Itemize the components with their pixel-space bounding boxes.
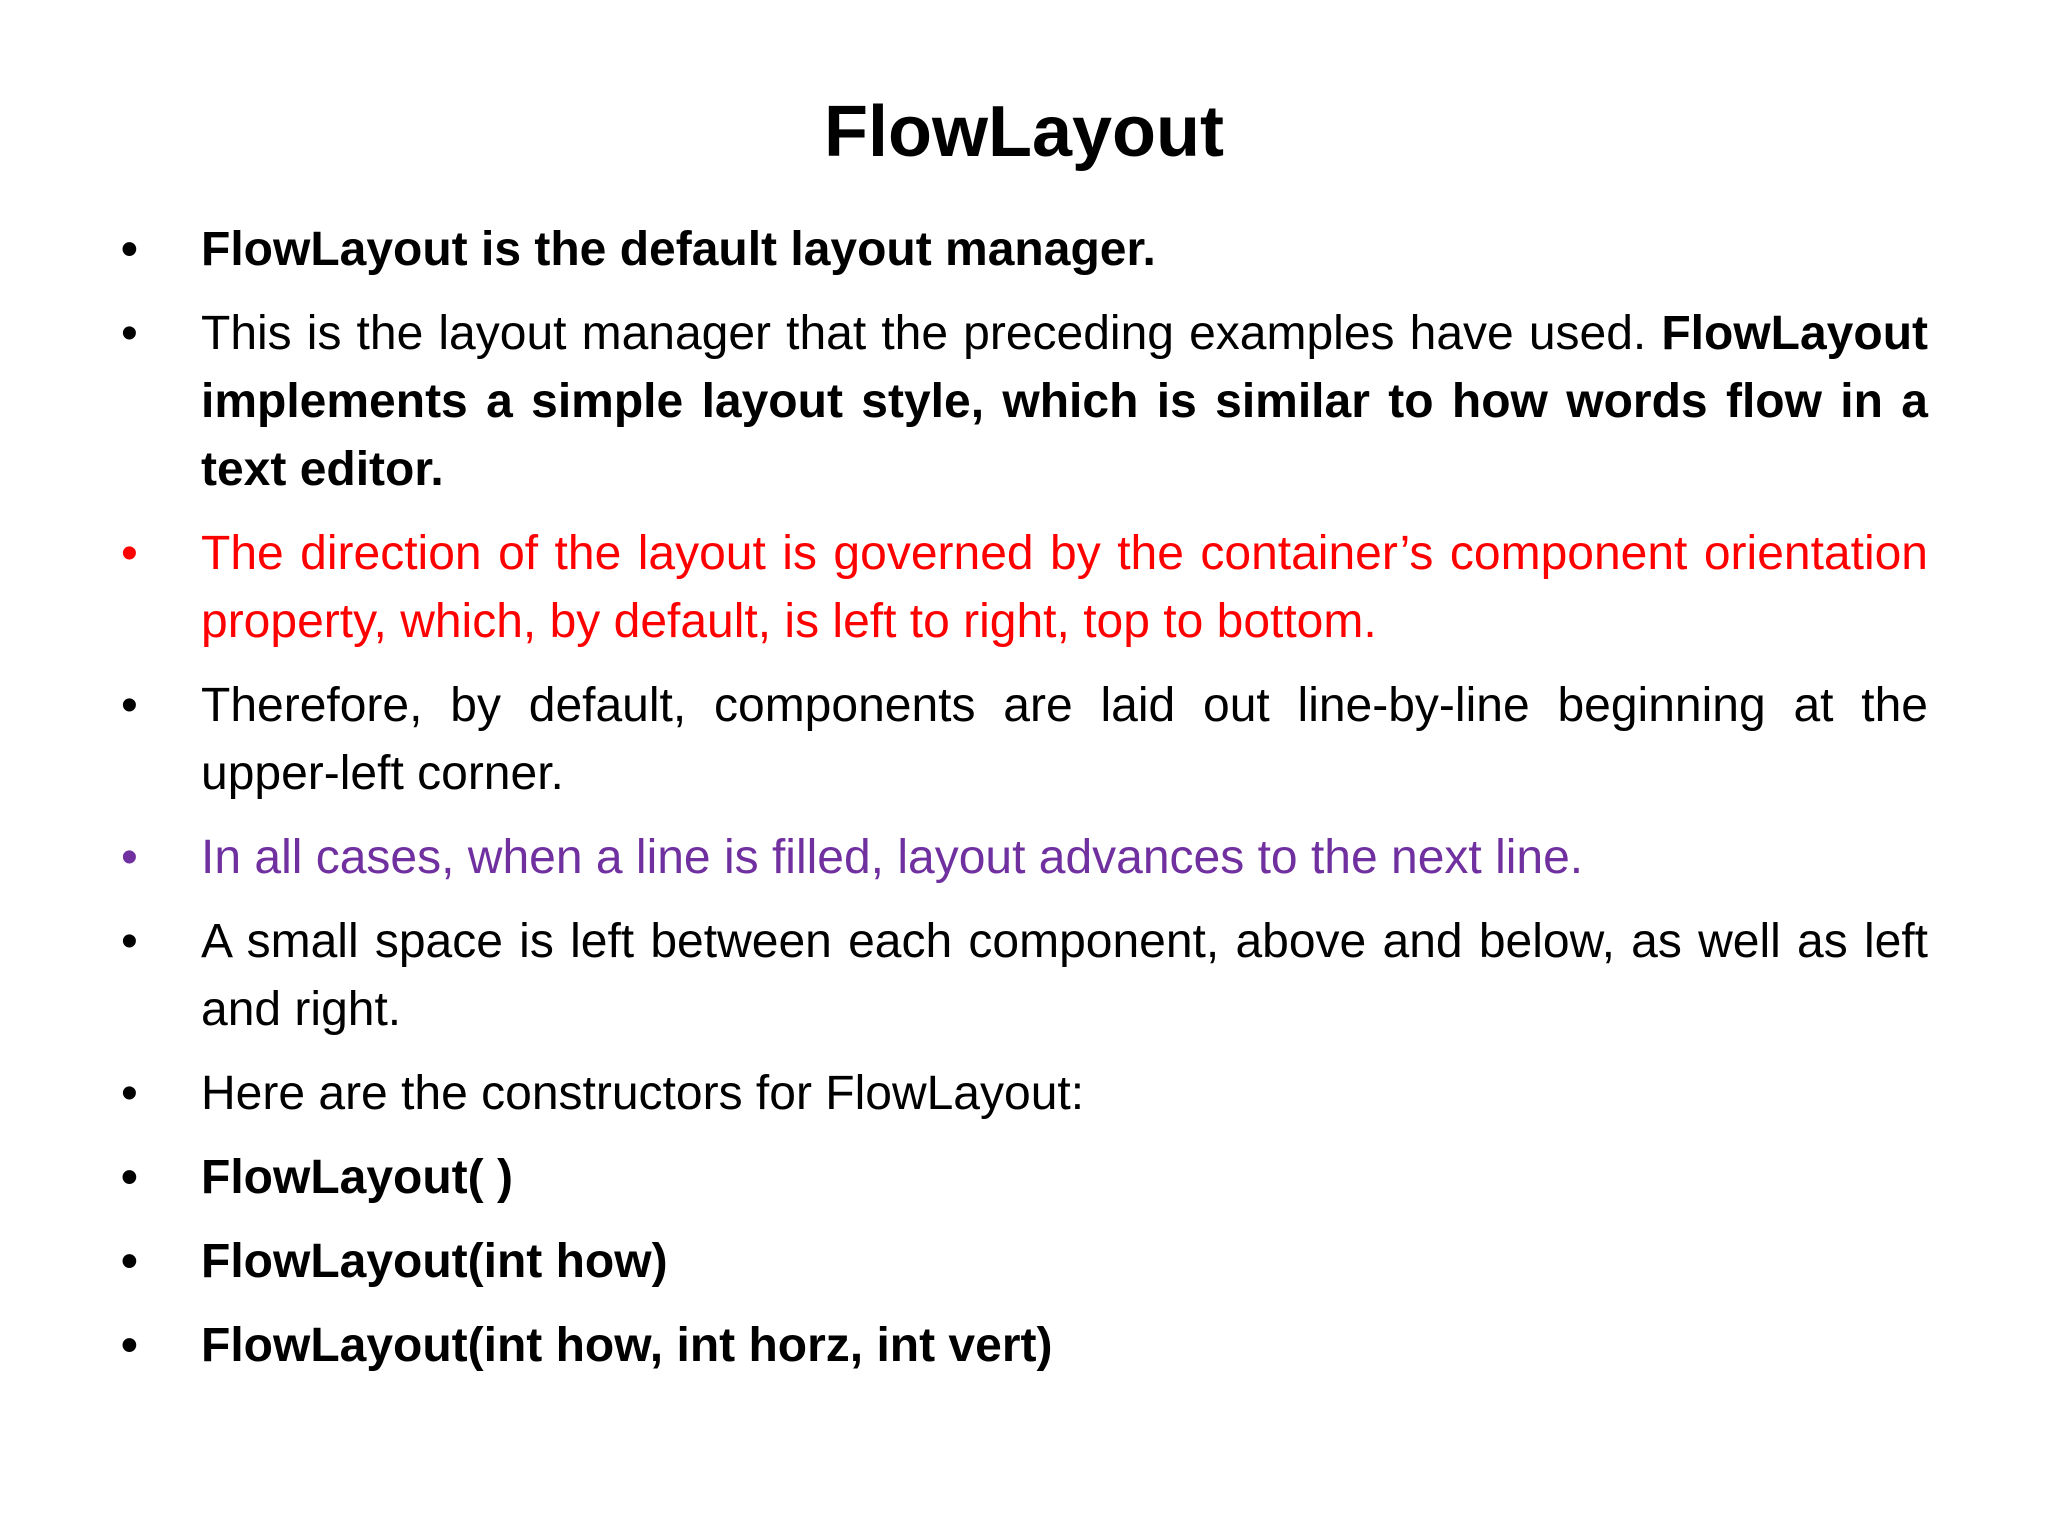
bullet-text: This is the layout manager that the preceding examples have used.: [201, 307, 1662, 360]
bullet-item-constructors-intro: [121, 1060, 1928, 1128]
bullet-dot-icon: •: [121, 831, 138, 884]
bullet-dot-icon: •: [121, 527, 138, 580]
bullet-item-small-space: [121, 908, 1928, 1044]
bullet-dot-icon: •: [121, 1235, 138, 1288]
bullet-text: FlowLayout is the default layout manager.: [201, 223, 1156, 276]
bullet-list: [0, 216, 2048, 1396]
bullet-text: FlowLayout(int how, int horz, int vert): [201, 1319, 1053, 1372]
bullet-text: FlowLayout( ): [201, 1151, 513, 1204]
bullet-text: Here are the constructors for FlowLayout:: [201, 1067, 1085, 1120]
bullet-item-default-manager: [121, 216, 1928, 284]
bullet-dot-icon: •: [121, 915, 138, 968]
slide-title: FlowLayout: [824, 92, 1224, 172]
bullet-item-constructor-how-horz-vert: [121, 1312, 1928, 1380]
bullet-text-bold: FlowLayout implements a simple layout style, which is similar to how words flow in a text editor.: [201, 307, 1928, 496]
bullet-text: The direction of the layout is governed by the container’s component orientation property, which, by default, is left to right, top to bottom.: [201, 527, 1928, 648]
bullet-dot-icon: •: [121, 1067, 138, 1120]
bullet-text: Therefore, by default, components are laid out line-by-line beginning at the upper-left corner.: [201, 679, 1928, 800]
bullet-item-direction: [121, 520, 1928, 656]
bullet-dot-icon: •: [121, 1319, 138, 1372]
bullet-dot-icon: •: [121, 679, 138, 732]
bullet-item-line-filled: [121, 824, 1928, 892]
bullet-item-line-by-line: [121, 672, 1928, 808]
bullet-item-constructor-default: [121, 1144, 1928, 1212]
bullet-item-layout-style: [121, 300, 1928, 504]
bullet-dot-icon: •: [121, 307, 138, 360]
bullet-text: FlowLayout(int how): [201, 1235, 668, 1288]
bullet-text: In all cases, when a line is filled, layout advances to the next line.: [201, 831, 1584, 884]
bullet-text: A small space is left between each component, above and below, as well as left and right.: [201, 915, 1928, 1036]
bullet-dot-icon: •: [121, 1151, 138, 1204]
bullet-dot-icon: •: [121, 223, 138, 276]
bullet-item-constructor-how: [121, 1228, 1928, 1296]
